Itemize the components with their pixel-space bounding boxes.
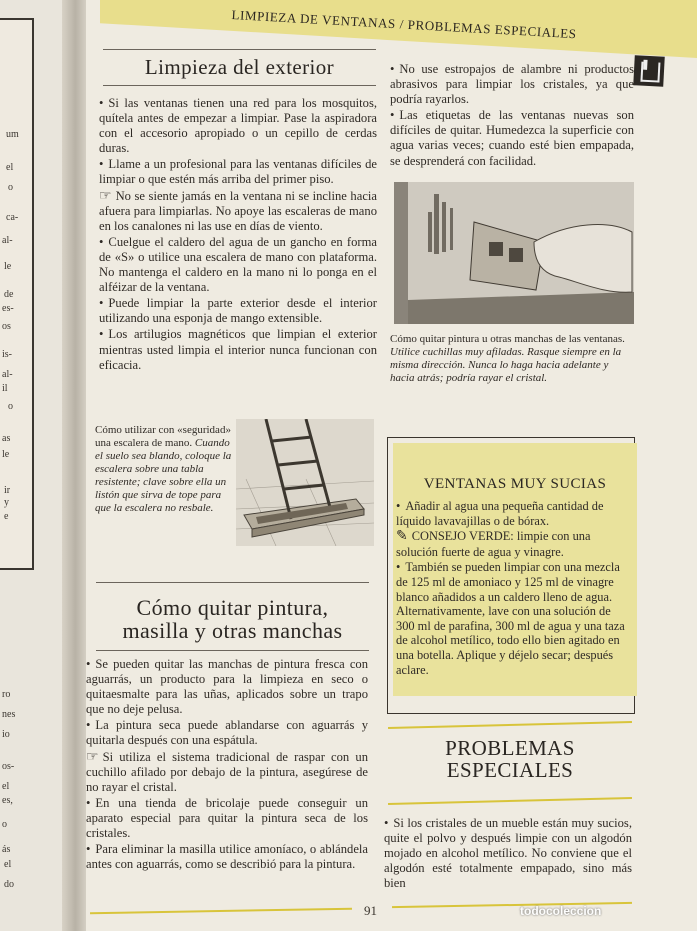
previous-page-fragment: il bbox=[2, 384, 8, 394]
watermark: todocoleccion bbox=[520, 904, 602, 918]
exterior-p5: • Puede limpiar la parte exterior desde el interior utilizando una esponja de mango extensible. bbox=[99, 296, 377, 326]
previous-page-fragment: ás bbox=[2, 845, 11, 855]
paint-rule-top bbox=[96, 582, 369, 583]
previous-page-fragment: le bbox=[4, 262, 12, 272]
exterior-p1: • Si las ventanas tienen una red para los mosquitos, quítela antes de empezar a limpiar. Pase la aspiradora con el accesorio apropiado o un cepillo de cerdas duras. bbox=[99, 96, 377, 156]
paint-p1: • Se pueden quitar las manchas de pintura fresca con aguarrás, un producto para la limpieza en seco o quitaesmalte para las uñas, aplicados sobre un trapo que no deje pelusa. bbox=[86, 657, 368, 717]
paint-rule-bottom bbox=[96, 650, 369, 651]
tip-box-p1: • Añadir al agua una pequeña cantidad de líquido lavavajillas o de bórax. bbox=[396, 499, 632, 528]
previous-page-fragment: y bbox=[4, 498, 9, 508]
previous-page-fragment: le bbox=[2, 450, 10, 460]
tip-box-p2: • También se pueden limpiar con una mezcla de 125 ml de amoniaco y 125 ml de vinagre blanco añadidos a un caldero lleno de agua. Alternativamente, lave con una solución de 300 ml de parafina, 300 ml de agua y una taza de alcohol metílico, todo ello bien agitado en una botella. Aplique y déjelo secar; después aclare. bbox=[396, 560, 632, 677]
exterior-p3-wrap bbox=[99, 189, 377, 234]
scraper-illustration bbox=[394, 182, 634, 324]
previous-page-fragment: el bbox=[2, 782, 10, 792]
previous-page-fragment: io bbox=[2, 730, 10, 740]
previous-page-fragment: as bbox=[2, 434, 11, 444]
section-tab bbox=[633, 55, 665, 87]
previous-page-fragment: e bbox=[4, 512, 9, 522]
ladder-caption-title: Cómo utilizar con «seguridad» una escalera de mano. bbox=[95, 424, 231, 449]
paint-p3: Si utiliza el sistema tradicional de raspar con un cuchillo afilado por debajo de la pintura, asegúrese de no rayar el cristal. bbox=[86, 749, 368, 794]
tip-box-tip-wrap bbox=[396, 529, 632, 559]
previous-page-fragment: os bbox=[2, 322, 11, 332]
scraper-caption bbox=[390, 333, 635, 385]
page-number: 91 bbox=[364, 903, 377, 918]
section-title-paint-line1: Cómo quitar pintura, bbox=[136, 595, 329, 620]
previous-page-fragment: de bbox=[4, 290, 14, 300]
exterior-p2: • Llame a un profesional para las ventanas difíciles de limpiar o que estén más arriba del primer piso. bbox=[99, 157, 377, 187]
tip-box-title: VENTANAS MUY SUCIAS bbox=[423, 476, 607, 492]
paint-p4: • En una tienda de bricolaje puede conseguir un aparato especial para quitar la pintura seca de los cristales. bbox=[86, 796, 368, 841]
brush-icon bbox=[643, 60, 648, 70]
previous-page-fragment: nes bbox=[2, 710, 16, 720]
pointing-hand-icon: ☞ bbox=[86, 749, 99, 765]
paint-p3-wrap bbox=[86, 750, 368, 795]
previous-page-fragment: ir bbox=[4, 486, 11, 496]
exterior-p3: No se siente jamás en la ventana ni se incline hacia afuera para limpiarlas. No apoye las escaleras de mano en los canalones ni las use en días de viento. bbox=[99, 188, 377, 233]
ladder-caption-body: Cuando el suelo sea blando, coloque la escalera sobre una tabla resistente; clave sobre ella un listón que sirva de tope para que la escalera no resbale. bbox=[95, 437, 232, 514]
exterior-p4: • Cuelgue el caldero del agua de un gancho en forma de «S» o utilice una escalera de mano con plataforma. No mantenga el caldero en la mano ni lo ponga en el alféizar de la ventana. bbox=[99, 235, 377, 295]
right-top-text bbox=[390, 62, 634, 170]
title-rule-top bbox=[103, 49, 376, 50]
previous-page-fragment: al- bbox=[2, 370, 13, 380]
title-rule-bottom bbox=[103, 85, 376, 86]
section-title-exterior: Limpieza del exterior bbox=[144, 55, 335, 79]
section-title-special-line1: PROBLEMAS bbox=[445, 736, 575, 760]
exterior-text bbox=[99, 96, 377, 374]
paint-text bbox=[86, 657, 368, 873]
previous-page-fragment: do bbox=[4, 880, 14, 890]
tip-box-tip: CONSEJO VERDE: limpie con una solución fuerte de agua y vinagre. bbox=[396, 529, 591, 559]
special-p1: • Si los cristales de un mueble están muy sucios, quite el polvo y después limpie con un algodón mojado en alcohol metílico. No conviene que el algodón esté totalmente empapado, sino más bien bbox=[384, 816, 632, 891]
previous-page-fragment: ca- bbox=[6, 213, 19, 223]
section-title-paint-line2: masilla y otras manchas bbox=[122, 618, 343, 644]
previous-page-fragment: al- bbox=[2, 236, 13, 246]
previous-page-fragment: um bbox=[6, 130, 19, 140]
previous-page-fragment: el bbox=[4, 860, 12, 870]
leaf-icon: ✎ bbox=[396, 529, 408, 545]
previous-page-fragment: es, bbox=[2, 796, 13, 806]
previous-page-fragment: ro bbox=[2, 690, 11, 700]
previous-page-fragment: o bbox=[8, 402, 13, 412]
previous-page-fragment: el bbox=[6, 163, 14, 173]
paint-p2: • La pintura seca puede ablandarse con aguarrás y quitarla después con una espátula. bbox=[86, 718, 368, 748]
paint-p5: • Para eliminar la masilla utilice amoníaco, o ablándela antes con aguarrás, como se describió para la pintura. bbox=[86, 842, 368, 872]
scraper-caption-title: Cómo quitar pintura u otras manchas de las ventanas. bbox=[390, 333, 625, 345]
ladder-illustration bbox=[236, 419, 374, 546]
right-top-p1: • No use estropajos de alambre ni productos abrasivos para limpiar los cristales, ya que podría rayarlos. bbox=[390, 62, 634, 107]
scraper-caption-body: Utilice cuchillas muy afiladas. Rasque siempre en la misma dirección. Nunca lo haga hacia adelante y hacia atrás; podría rayar el cristal. bbox=[390, 346, 622, 384]
pointing-hand-icon: ☞ bbox=[99, 188, 112, 204]
previous-page-fragment: o bbox=[2, 820, 7, 830]
special-text bbox=[384, 816, 632, 892]
section-title-special-line2: ESPECIALES bbox=[446, 758, 574, 783]
previous-page-fragment: es- bbox=[2, 304, 14, 314]
previous-page-fragment: is- bbox=[2, 350, 12, 360]
section-title-paint bbox=[96, 596, 369, 642]
exterior-p6: • Los artilugios magnéticos que limpian el exterior mientras usted limpia el interior nunca funcionan con eficacia. bbox=[99, 327, 377, 372]
tip-box-text bbox=[396, 499, 632, 678]
right-top-p2: • Las etiquetas de las ventanas nuevas son difíciles de quitar. Humedezca la superficie con agua varias veces; cuando esté bien empapada, se desprenderá con facilidad. bbox=[390, 108, 634, 168]
running-header: LIMPIEZA DE VENTANAS / PROBLEMAS ESPECIALES bbox=[231, 7, 578, 42]
section-title-special bbox=[388, 737, 632, 781]
previous-page-fragment: os- bbox=[2, 762, 15, 772]
previous-page-fragment: o bbox=[8, 183, 13, 193]
ladder-caption bbox=[95, 424, 235, 515]
